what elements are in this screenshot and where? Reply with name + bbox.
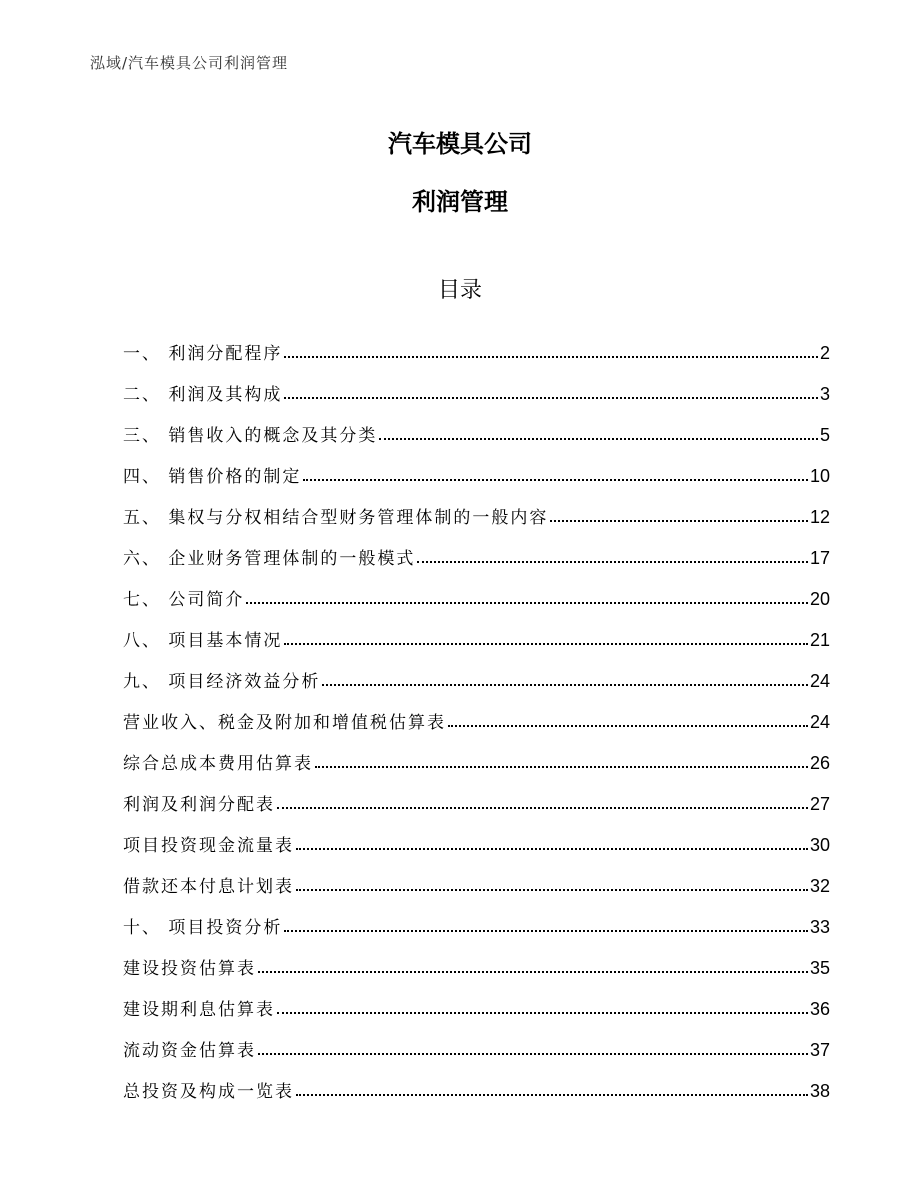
toc-entry-page: 24 xyxy=(809,712,830,732)
toc-entry-page: 17 xyxy=(809,548,830,568)
toc-entry-page: 35 xyxy=(809,958,830,978)
toc-leader-dots xyxy=(246,602,808,604)
toc-entry[interactable] xyxy=(123,487,830,528)
toc-entry[interactable] xyxy=(123,815,830,856)
toc-entry-page: 21 xyxy=(809,630,830,650)
toc-leader-dots xyxy=(284,356,818,358)
toc-entry-label: 一、 利润分配程序 xyxy=(123,344,283,364)
toc-entry-label: 建设投资估算表 xyxy=(123,959,256,979)
toc-leader-dots xyxy=(284,930,808,932)
toc-entry[interactable] xyxy=(123,323,830,364)
toc-leader-dots xyxy=(258,971,808,973)
toc-entry[interactable] xyxy=(123,774,830,815)
toc-entry[interactable] xyxy=(123,733,830,774)
toc-entry-page: 37 xyxy=(809,1040,830,1060)
toc-entry[interactable] xyxy=(123,364,830,405)
toc-entry-label: 六、 企业财务管理体制的一般模式 xyxy=(123,549,416,569)
toc-entry-page: 12 xyxy=(809,507,830,527)
toc-entry-label: 二、 利润及其构成 xyxy=(123,385,283,405)
toc-heading: 目录 xyxy=(437,278,482,303)
toc-leader-dots xyxy=(303,479,808,481)
toc-leader-dots xyxy=(284,643,808,645)
toc-entry-label: 七、 公司简介 xyxy=(123,590,245,610)
toc-leader-dots xyxy=(315,766,808,768)
toc-leader-dots xyxy=(296,889,808,891)
toc-leader-dots xyxy=(448,725,808,727)
toc-entry-label: 利润及利润分配表 xyxy=(123,795,275,815)
toc-entry[interactable] xyxy=(123,979,830,1020)
toc-leader-dots xyxy=(277,1012,808,1014)
toc-entry-label: 项目投资现金流量表 xyxy=(123,836,294,856)
toc-entry-page: 10 xyxy=(809,466,830,486)
toc-entry-page: 36 xyxy=(809,999,830,1019)
toc-entry[interactable] xyxy=(123,692,830,733)
toc-entry-label: 十、 项目投资分析 xyxy=(123,918,283,938)
toc-entry-label: 五、 集权与分权相结合型财务管理体制的一般内容 xyxy=(123,508,549,528)
toc-entry-label: 八、 项目基本情况 xyxy=(123,631,283,651)
document-subtitle: 利润管理 xyxy=(412,188,508,216)
toc-entry-label: 四、 销售价格的制定 xyxy=(123,467,302,487)
toc-entry-label: 流动资金估算表 xyxy=(123,1041,256,1061)
running-header: 泓域/汽车模具公司利润管理 xyxy=(90,54,289,72)
toc-entry-page: 33 xyxy=(809,917,830,937)
toc-entry-label: 总投资及构成一览表 xyxy=(123,1082,294,1102)
toc-entry-label: 营业收入、税金及附加和增值税估算表 xyxy=(123,713,446,733)
toc-entry[interactable] xyxy=(123,938,830,979)
toc-entry[interactable] xyxy=(123,856,830,897)
toc-entry-label: 综合总成本费用估算表 xyxy=(123,754,313,774)
toc-entry-label: 建设期利息估算表 xyxy=(123,1000,275,1020)
table-of-contents xyxy=(123,323,830,1102)
toc-entry[interactable] xyxy=(123,1020,830,1061)
toc-entry-label: 借款还本付息计划表 xyxy=(123,877,294,897)
toc-leader-dots xyxy=(417,561,808,563)
toc-entry[interactable] xyxy=(123,569,830,610)
toc-leader-dots xyxy=(296,1094,808,1096)
toc-entry-label: 三、 销售收入的概念及其分类 xyxy=(123,426,378,446)
toc-entry[interactable] xyxy=(123,1061,830,1102)
toc-entry[interactable] xyxy=(123,651,830,692)
toc-entry-page: 20 xyxy=(809,589,830,609)
toc-leader-dots xyxy=(258,1053,808,1055)
toc-entry-page: 2 xyxy=(819,343,830,363)
toc-entry[interactable] xyxy=(123,897,830,938)
toc-leader-dots xyxy=(296,848,808,850)
toc-entry-page: 27 xyxy=(809,794,830,814)
toc-entry-page: 38 xyxy=(809,1081,830,1101)
toc-entry[interactable] xyxy=(123,446,830,487)
toc-entry-page: 32 xyxy=(809,876,830,896)
toc-entry-page: 5 xyxy=(819,425,830,445)
toc-leader-dots xyxy=(277,807,808,809)
toc-entry-page: 3 xyxy=(819,384,830,404)
toc-entry-page: 24 xyxy=(809,671,830,691)
toc-leader-dots xyxy=(550,520,808,522)
toc-leader-dots xyxy=(284,397,818,399)
document-title: 汽车模具公司 xyxy=(388,130,532,158)
toc-leader-dots xyxy=(379,438,818,440)
toc-entry[interactable] xyxy=(123,528,830,569)
toc-entry-label: 九、 项目经济效益分析 xyxy=(123,672,321,692)
toc-leader-dots xyxy=(322,684,808,686)
toc-entry-page: 30 xyxy=(809,835,830,855)
toc-entry[interactable] xyxy=(123,405,830,446)
toc-entry[interactable] xyxy=(123,610,830,651)
toc-entry-page: 26 xyxy=(809,753,830,773)
